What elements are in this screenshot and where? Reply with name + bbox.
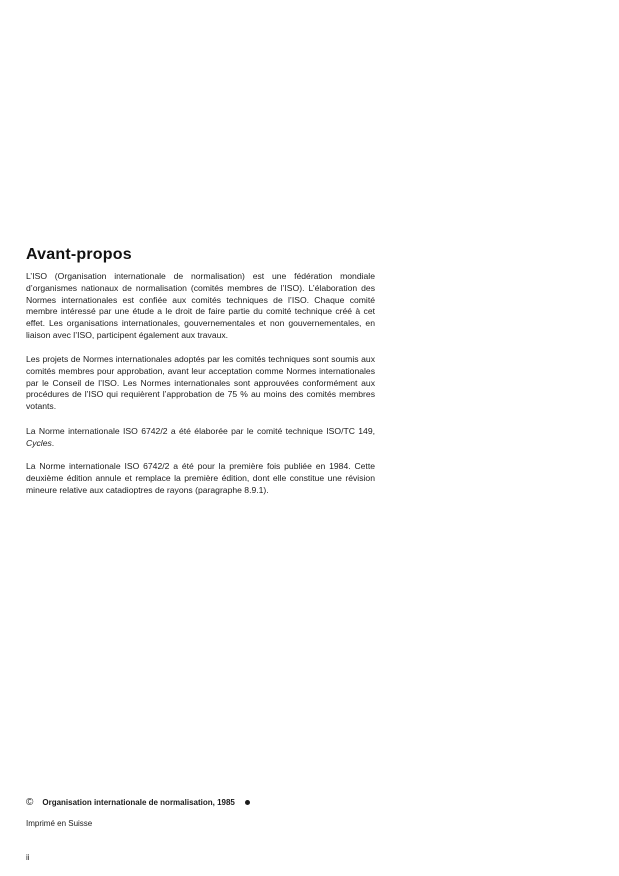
paragraph-text: Les projets de Normes internationales adoptés par les comités techniques sont soumis aux comités membres pour approbation, avant leur acceptation comme Normes internationales par le Conseil de l’ISO. Les Normes internationales sont approuvées conformément aux procédures de l’ISO qui requièrent l’approbation de 75 % au moins des comités membres votants. (26, 354, 375, 412)
committee-name-italic: Cycles (26, 437, 52, 448)
paragraph-text-end: . (51, 437, 55, 448)
bullet-dot-icon (245, 800, 250, 805)
paragraph-approval-process (26, 354, 375, 413)
printed-in-label: Imprimé en Suisse (26, 819, 93, 828)
paragraph-text-main: La Norme internationale ISO 6742/2 a été élaborée par le comité technique ISO/TC 149, (26, 426, 375, 436)
page-number: ii (26, 853, 30, 862)
paragraph-text: L’ISO (Organisation internationale de normalisation) est une fédération mondiale d’organismes nationaux de normalisation (comités membres de l’ISO). L’élaboration des Normes internationales est confiée aux comités techniques de l’ISO. Chaque comité membre intéressé par une étude a le droit de faire partie du comité technique créé à cet effet. Les organisations internationales, gouvernementales et non gouvernementales, en liaison avec l’ISO, participent également aux travaux. (26, 271, 375, 340)
paragraph-text: La Norme internationale ISO 6742/2 a été pour la première fois publiée en 1984. Cette deuxième édition annule et remplace la première édition, dont elle constitue une révision mineure relative aux catadioptres de rayons (paragraphe 8.9.1). (26, 461, 375, 495)
copyright-line (26, 797, 250, 808)
paragraph-edition-history (26, 461, 375, 496)
section-heading: Avant-propos (26, 246, 132, 263)
paragraph-iso-description (26, 271, 375, 342)
copyright-icon: © (26, 797, 34, 808)
paragraph-text (26, 426, 375, 450)
paragraph-committee (26, 426, 375, 450)
copyright-text: Organisation internationale de normalisation, 1985 (42, 798, 235, 807)
